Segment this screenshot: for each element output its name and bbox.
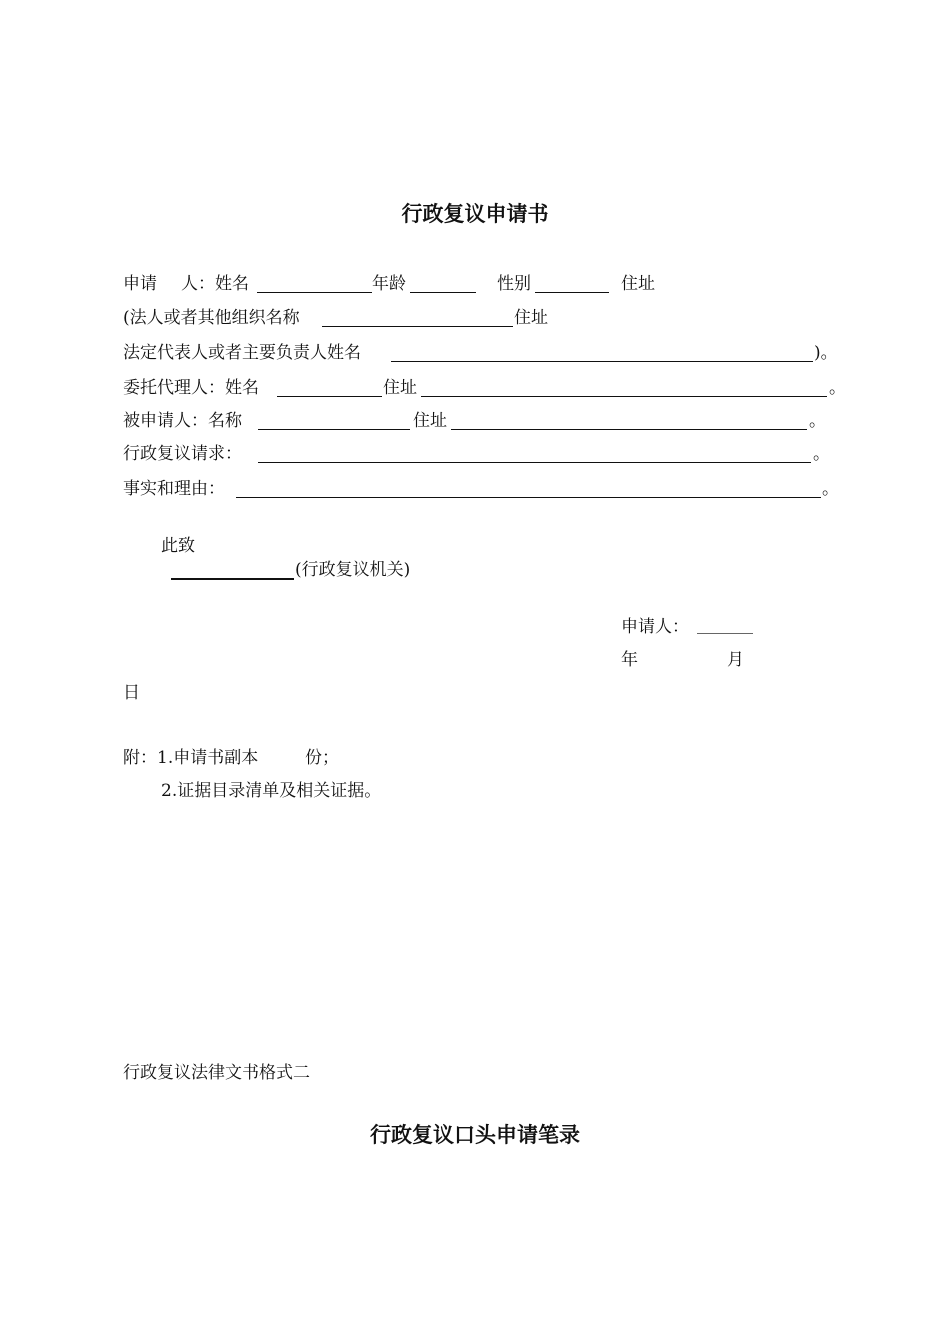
facts-end: 。 [822, 479, 839, 499]
respondent-end: 。 [809, 411, 826, 431]
attachments-copies: 份； [305, 748, 339, 768]
respondent-name-blank[interactable] [258, 429, 410, 430]
signature-applicant-blank[interactable] [697, 633, 753, 634]
legal-rep-blank[interactable] [391, 361, 813, 362]
applicant-gender-blank[interactable] [535, 292, 609, 293]
attachments-label: 附：1.申请书副本 [123, 748, 259, 768]
authority-blank[interactable] [171, 578, 294, 580]
org-address-label: 住址 [514, 308, 548, 328]
org-name-label: (法人或者其他组织名称 [123, 308, 300, 328]
document-title: 行政复议申请书 [401, 201, 549, 226]
agent-name-label: 委托代理人：姓名 [123, 378, 259, 398]
applicant-label: 申请 [123, 274, 157, 294]
applicant-age-label: 年龄 [372, 274, 406, 294]
request-blank[interactable] [258, 462, 811, 463]
respondent-address-blank[interactable] [451, 429, 807, 430]
agent-end: 。 [829, 378, 846, 398]
respondent-address-label: 住址 [413, 411, 447, 431]
request-end: 。 [813, 444, 830, 464]
applicant-name-blank[interactable] [257, 292, 372, 293]
salutation: 此致 [161, 536, 195, 556]
signature-day: 日 [123, 683, 140, 703]
request-label: 行政复议请求： [123, 444, 242, 464]
format-label: 行政复议法律文书格式二 [123, 1063, 310, 1083]
signature-month: 月 [727, 650, 744, 670]
signature-applicant-label: 申请人： [621, 617, 689, 637]
legal-rep-label: 法定代表人或者主要负责人姓名 [123, 343, 361, 363]
legal-rep-end: )。 [814, 343, 838, 363]
applicant-age-blank[interactable] [410, 292, 476, 293]
applicant-address-label: 住址 [621, 274, 655, 294]
agent-name-blank[interactable] [277, 396, 382, 397]
applicant-name-label: 人：姓名 [181, 274, 249, 294]
authority-label: (行政复议机关) [295, 560, 411, 580]
signature-year: 年 [621, 650, 638, 670]
facts-label: 事实和理由： [123, 479, 225, 499]
agent-address-blank[interactable] [421, 396, 827, 397]
document-title-2: 行政复议口头申请笔录 [370, 1122, 580, 1147]
agent-address-label: 住址 [383, 378, 417, 398]
respondent-name-label: 被申请人：名称 [123, 411, 242, 431]
attachments-item-2: 2.证据目录清单及相关证据。 [161, 781, 382, 801]
facts-blank[interactable] [236, 497, 821, 498]
applicant-gender-label: 性别 [497, 274, 531, 294]
org-name-blank[interactable] [322, 326, 513, 327]
